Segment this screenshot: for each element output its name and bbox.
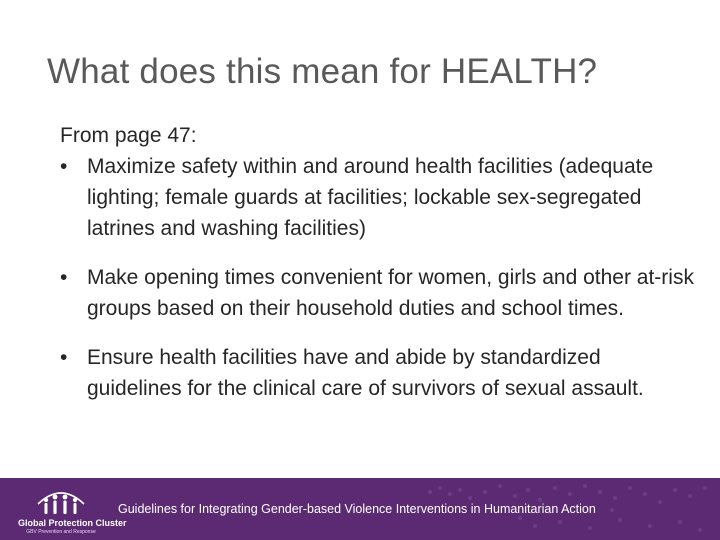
logo-name: Global Protection Cluster: [18, 518, 127, 528]
bullet-item: [60, 151, 700, 244]
bullet-icon: •: [60, 266, 68, 289]
bullet-icon: •: [60, 346, 68, 369]
bullet-item: [60, 342, 700, 404]
bullet-text: Maximize safety within and around health facilities (adequate lighting; female guards at facilities; lockable sex-segregated latrines and washing facilities): [87, 155, 654, 240]
slide-body: [60, 120, 700, 404]
slide-title: What does this mean for HEALTH?: [47, 52, 598, 91]
bullet-text: Ensure health facilities have and abide by standardized guidelines for the clinical care of survivors of sexual assault.: [87, 346, 644, 400]
bullet-item: [60, 262, 700, 324]
global-protection-cluster-logo: [18, 484, 127, 538]
bullet-icon: •: [60, 155, 68, 178]
intro-text: From page 47:: [60, 124, 197, 147]
footer-bar: [0, 478, 720, 540]
footer-caption: Guidelines for Integrating Gender-based Violence Interventions in Humanitarian Action: [118, 502, 596, 516]
bullet-text: Make opening times convenient for women, girls and other at-risk groups based on their household duties and school times.: [87, 266, 694, 320]
logo-subtitle: GBV Prevention and Response: [26, 529, 96, 535]
